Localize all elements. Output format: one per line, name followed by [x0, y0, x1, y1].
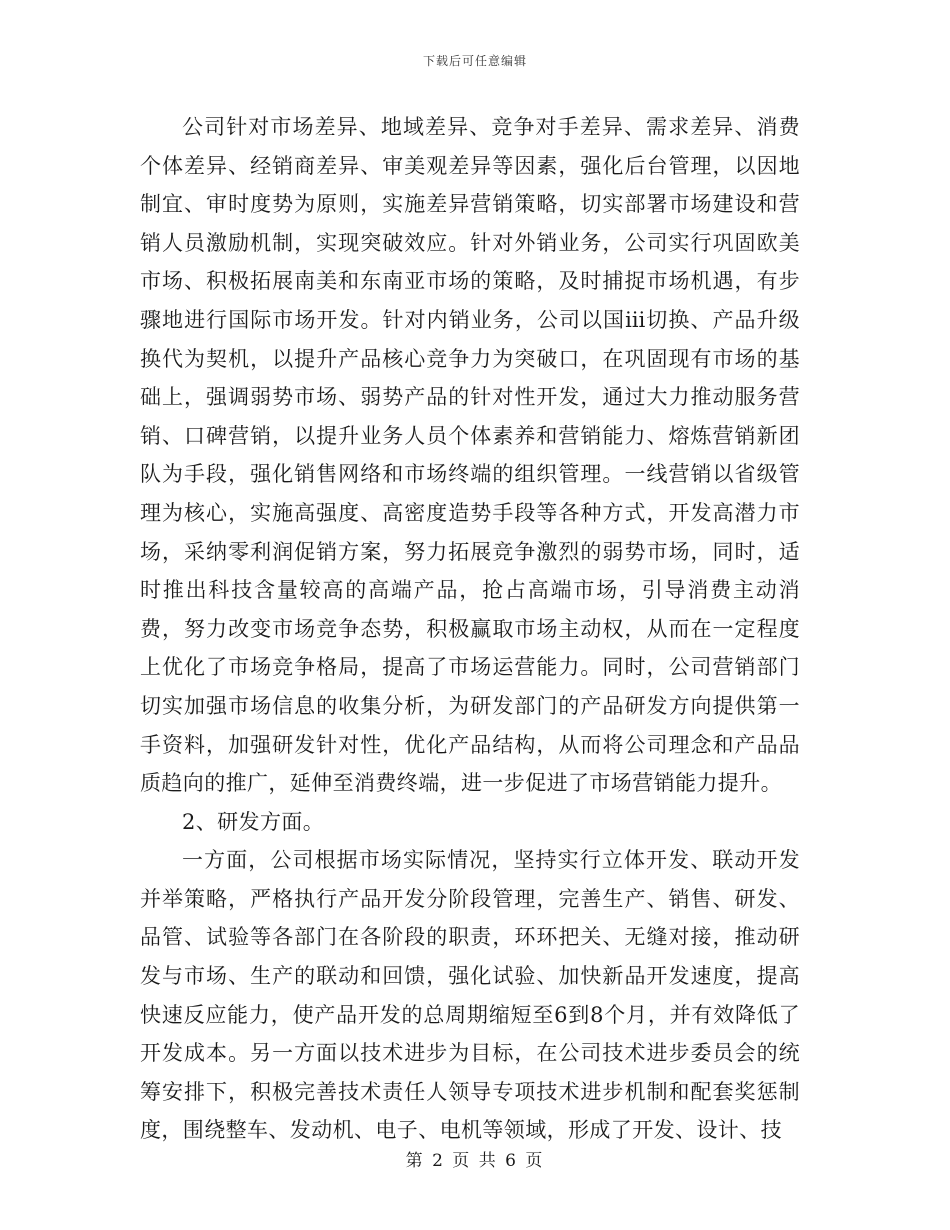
paragraph-marketing: 公司针对市场差异、地域差异、竞争对手差异、需求差异、消费个体差异、经销商差异、审美观差异等因素，强化后台管理，以因地制宜、审时度势为原则，实施差异营销策略，切实部署市场建设和营销人员激励机制，实现突破效应。针对外销业务，公司实行巩固欧美市场、积极拓展南美和东南亚市场的策略，及时捕捉市场机遇，有步骤地进行国际市场开发。针对内销业务，公司以国ⅲ切换、产品升级换代为契机，以提升产品核心竞争力为突破口，在巩固现有市场的基础上，强调弱势市场、弱势产品的针对性开发，通过大力推动服务营销、口碑营销，以提升业务人员个体素养和营销能力、熔炼营销新团队为手段，强化销售网络和市场终端的组织管理。一线营销以省级管理为核心，实施高强度、高密度造势手段等各种方式，开发高潜力市场，采纳零利润促销方案，努力拓展竞争激烈的弱势市场，同时，适时推出科技含量较高的高端产品，抢占高端市场，引导消费主动消费，努力改变市场竞争态势，积极赢取市场主动权，从而在一定程度上优化了市场竞争格局，提高了市场运营能力。同时，公司营销部门切实加强市场信息的收集分析，为研发部门的产品研发方向提供第一手资料，加强研发针对性，优化产品结构，从而将公司理念和产品品质趋向的推广，延伸至消费终端，进一步促进了市场营销能力提升。 [140, 115, 800, 796]
section-heading-rd: 2、研发方面。 [182, 809, 325, 834]
page-header: 下载后可任意编辑 [422, 54, 527, 68]
page-number: 第 2 页 共 6 页 [405, 1151, 545, 1171]
document-body [140, 108, 800, 1150]
paragraph-rd: 一方面，公司根据市场实际情况，坚持实行立体开发、联动开发并举策略，严格执行产品开发分阶段管理，完善生产、销售、研发、品管、试验等各部门在各阶段的职责，环环把关、无缝对接，推动研发与市场、生产的联动和回馈，强化试验、加快新品开发速度，提高快速反应能力，使产品开发的总周期缩短至6到8个月，并有效降低了开发成本。另一方面以技术进步为目标，在公司技术进步委员会的统筹安排下，积极完善技术责任人领导专项技术进步机制和配套奖惩制度，围绕整车、发动机、电子、电机等领域，形成了开发、设计、技 [140, 848, 800, 1143]
